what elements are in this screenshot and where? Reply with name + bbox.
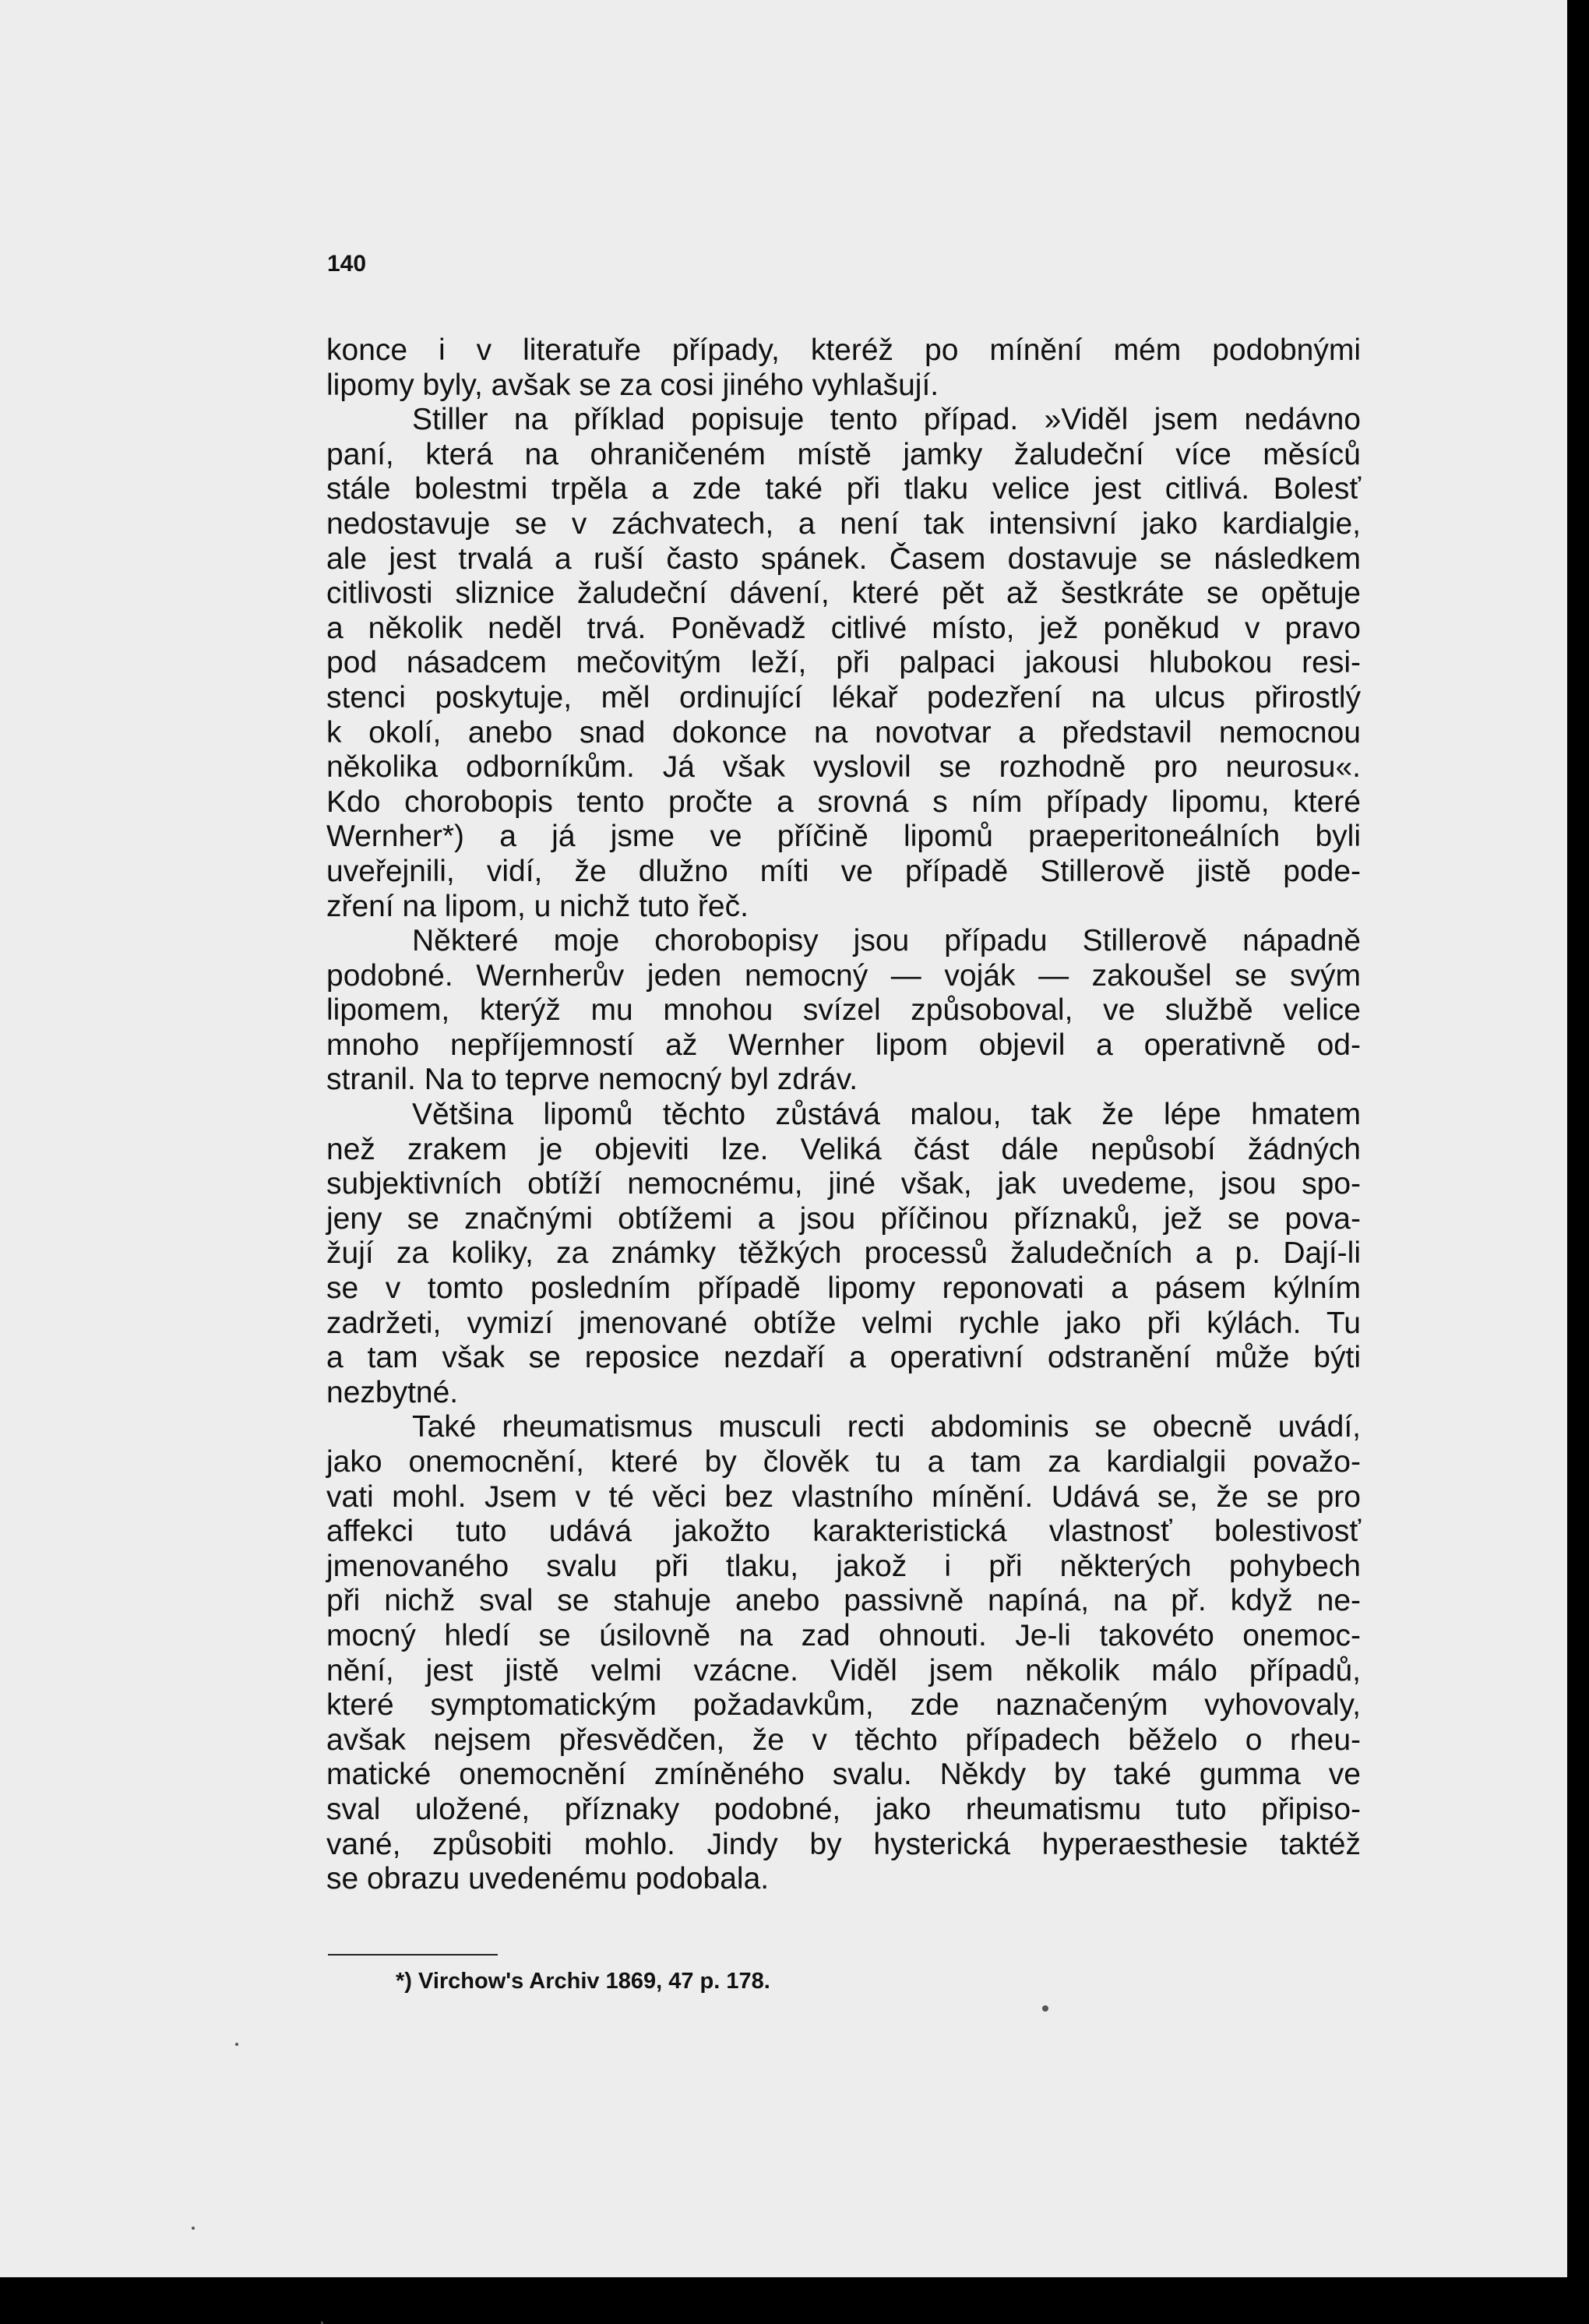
text-line: Také rheumatismus musculi recti abdominis se obecně uvádí,: [412, 1410, 1361, 1444]
scan-speck: [235, 2043, 238, 2046]
text-line: paní, která na ohraničeném místě jamky žaludeční více měsíců: [326, 437, 1361, 471]
text-line: vané, způsobiti mohlo. Jindy by hysterická hyperaesthesie taktéž: [326, 1827, 1361, 1861]
body-text: [326, 333, 1361, 1897]
text-line: které symptomatickým požadavkům, zde naznačeným vyhovovaly,: [326, 1688, 1361, 1723]
text-line: podobné. Wernherův jeden nemocný — voják — zakoušel se svým: [326, 958, 1361, 993]
text-line: nezbytné.: [326, 1375, 459, 1409]
text-line: při nichž sval se stahuje anebo passivně napíná, na př. když ne-: [326, 1584, 1361, 1618]
text-line: jeny se značnými obtížemi a jsou příčinou příznaků, jež se pova-: [326, 1201, 1361, 1236]
text-line: uveřejnili, vidí, že dlužno míti ve případě Stillerově jistě pode-: [326, 854, 1361, 888]
text-line: se obrazu uvedenému podobala.: [326, 1862, 770, 1896]
text-line: avšak nejsem přesvědčen, že v těchto případech běželo o rheu-: [326, 1723, 1361, 1757]
text-line: a několik neděl trvá. Poněvadž citlivé místo, jež poněkud v pravo: [326, 611, 1361, 645]
text-line: sval uložené, příznaky podobné, jako rheumatismu tuto připiso-: [326, 1792, 1361, 1826]
footnote: *) Virchow's Archiv 1869, 47 p. 178.: [396, 1969, 770, 1994]
text-line: několika odborníkům. Já však vyslovil se rozhodně pro neurosu«.: [326, 750, 1361, 785]
text-line: vati mohl. Jsem v té věci bez vlastního mínění. Udává se, že se pro: [326, 1479, 1361, 1514]
text-line: nění, jest jistě velmi vzácne. Viděl jsem několik málo případů,: [326, 1653, 1361, 1687]
text-line: stranil. Na to teprve nemocný byl zdráv.: [326, 1063, 858, 1097]
text-line: než zrakem je objeviti lze. Veliká část dále nepůsobí žádných: [326, 1132, 1361, 1166]
text-line: jako onemocnění, které by člověk tu a tam za kardialgii považo-: [326, 1445, 1361, 1479]
text-line: Kdo chorobopis tento pročte a srovná s ním případy lipomu, které: [326, 785, 1361, 819]
text-line: zření na lipom, u nichž tuto řeč.: [326, 889, 749, 923]
text-line: citlivosti sliznice žaludeční dávení, které pět až šestkráte se opětuje: [326, 577, 1361, 611]
text-line: matické onemocnění zmíněného svalu. Někdy by také gumma ve: [326, 1758, 1361, 1792]
text-line: lipomem, kterýž mu mnohou svízel způsoboval, ve službě velice: [326, 993, 1361, 1028]
text-line: k okolí, anebo snad dokonce na novotvar a představil nemocnou: [326, 715, 1361, 749]
text-line: se v tomto posledním případě lipomy reponovati a pásem kýlním: [326, 1271, 1361, 1306]
text-line: ale jest trvalá a ruší často spánek. Časem dostavuje se následkem: [326, 541, 1361, 576]
text-line: subjektivních obtíží nemocnému, jiné však, jak uvedeme, jsou spo-: [326, 1167, 1361, 1201]
scan-speck: [1042, 2005, 1048, 2012]
text-line: mnoho nepříjemností až Wernher lipom objevil a operativně od-: [326, 1028, 1361, 1062]
text-line: konce i v literatuře případy, kteréž po mínění mém podobnými: [326, 333, 1361, 367]
text-line: affekci tuto udává jakožto karakteristická vlastnosť bolestivosť: [326, 1515, 1361, 1549]
text-line: Stiller na příklad popisuje tento případ. »Viděl jsem nedávno: [412, 403, 1361, 437]
text-line: Wernher*) a já jsme ve příčině lipomů praeperitoneálních byli: [326, 820, 1361, 854]
text-line: stenci poskytuje, měl ordinující lékař podezření na ulcus přirostlý: [326, 680, 1361, 714]
text-line: Některé moje chorobopisy jsou případu Stillerově nápadně: [412, 924, 1361, 958]
text-line: mocný hledí se úsilovně na zad ohnouti. Je-li takovéto onemoc-: [326, 1618, 1361, 1652]
text-line: lipomy byly, avšak se za cosi jiného vyhlašují.: [326, 368, 939, 402]
page-number: 140: [327, 251, 367, 277]
footnote-rule: [328, 1954, 498, 1955]
text-line: nedostavuje se v záchvatech, a není tak intensivní jako kardialgie,: [326, 506, 1361, 541]
text-line: žují za koliky, za známky těžkých processů žaludečních a p. Dají-li: [326, 1236, 1361, 1271]
text-line: Většina lipomů těchto zůstává malou, tak že lépe hmatem: [412, 1098, 1361, 1132]
text-line: a tam však se reposice nezdaří a operativní odstranění může býti: [326, 1341, 1361, 1375]
scan-speck: [192, 2227, 195, 2230]
text-line: pod násadcem mečovitým leží, při palpaci jakousi hlubokou resi-: [326, 646, 1361, 680]
text-line: stále bolestmi trpěla a zde také při tlaku velice jest citlivá. Bolesť: [326, 472, 1361, 506]
text-line: zadržeti, vymizí jmenované obtíže velmi rychle jako při kýlách. Tu: [326, 1306, 1361, 1340]
text-line: jmenovaného svalu při tlaku, jakož i při některých pohybech: [326, 1549, 1361, 1583]
